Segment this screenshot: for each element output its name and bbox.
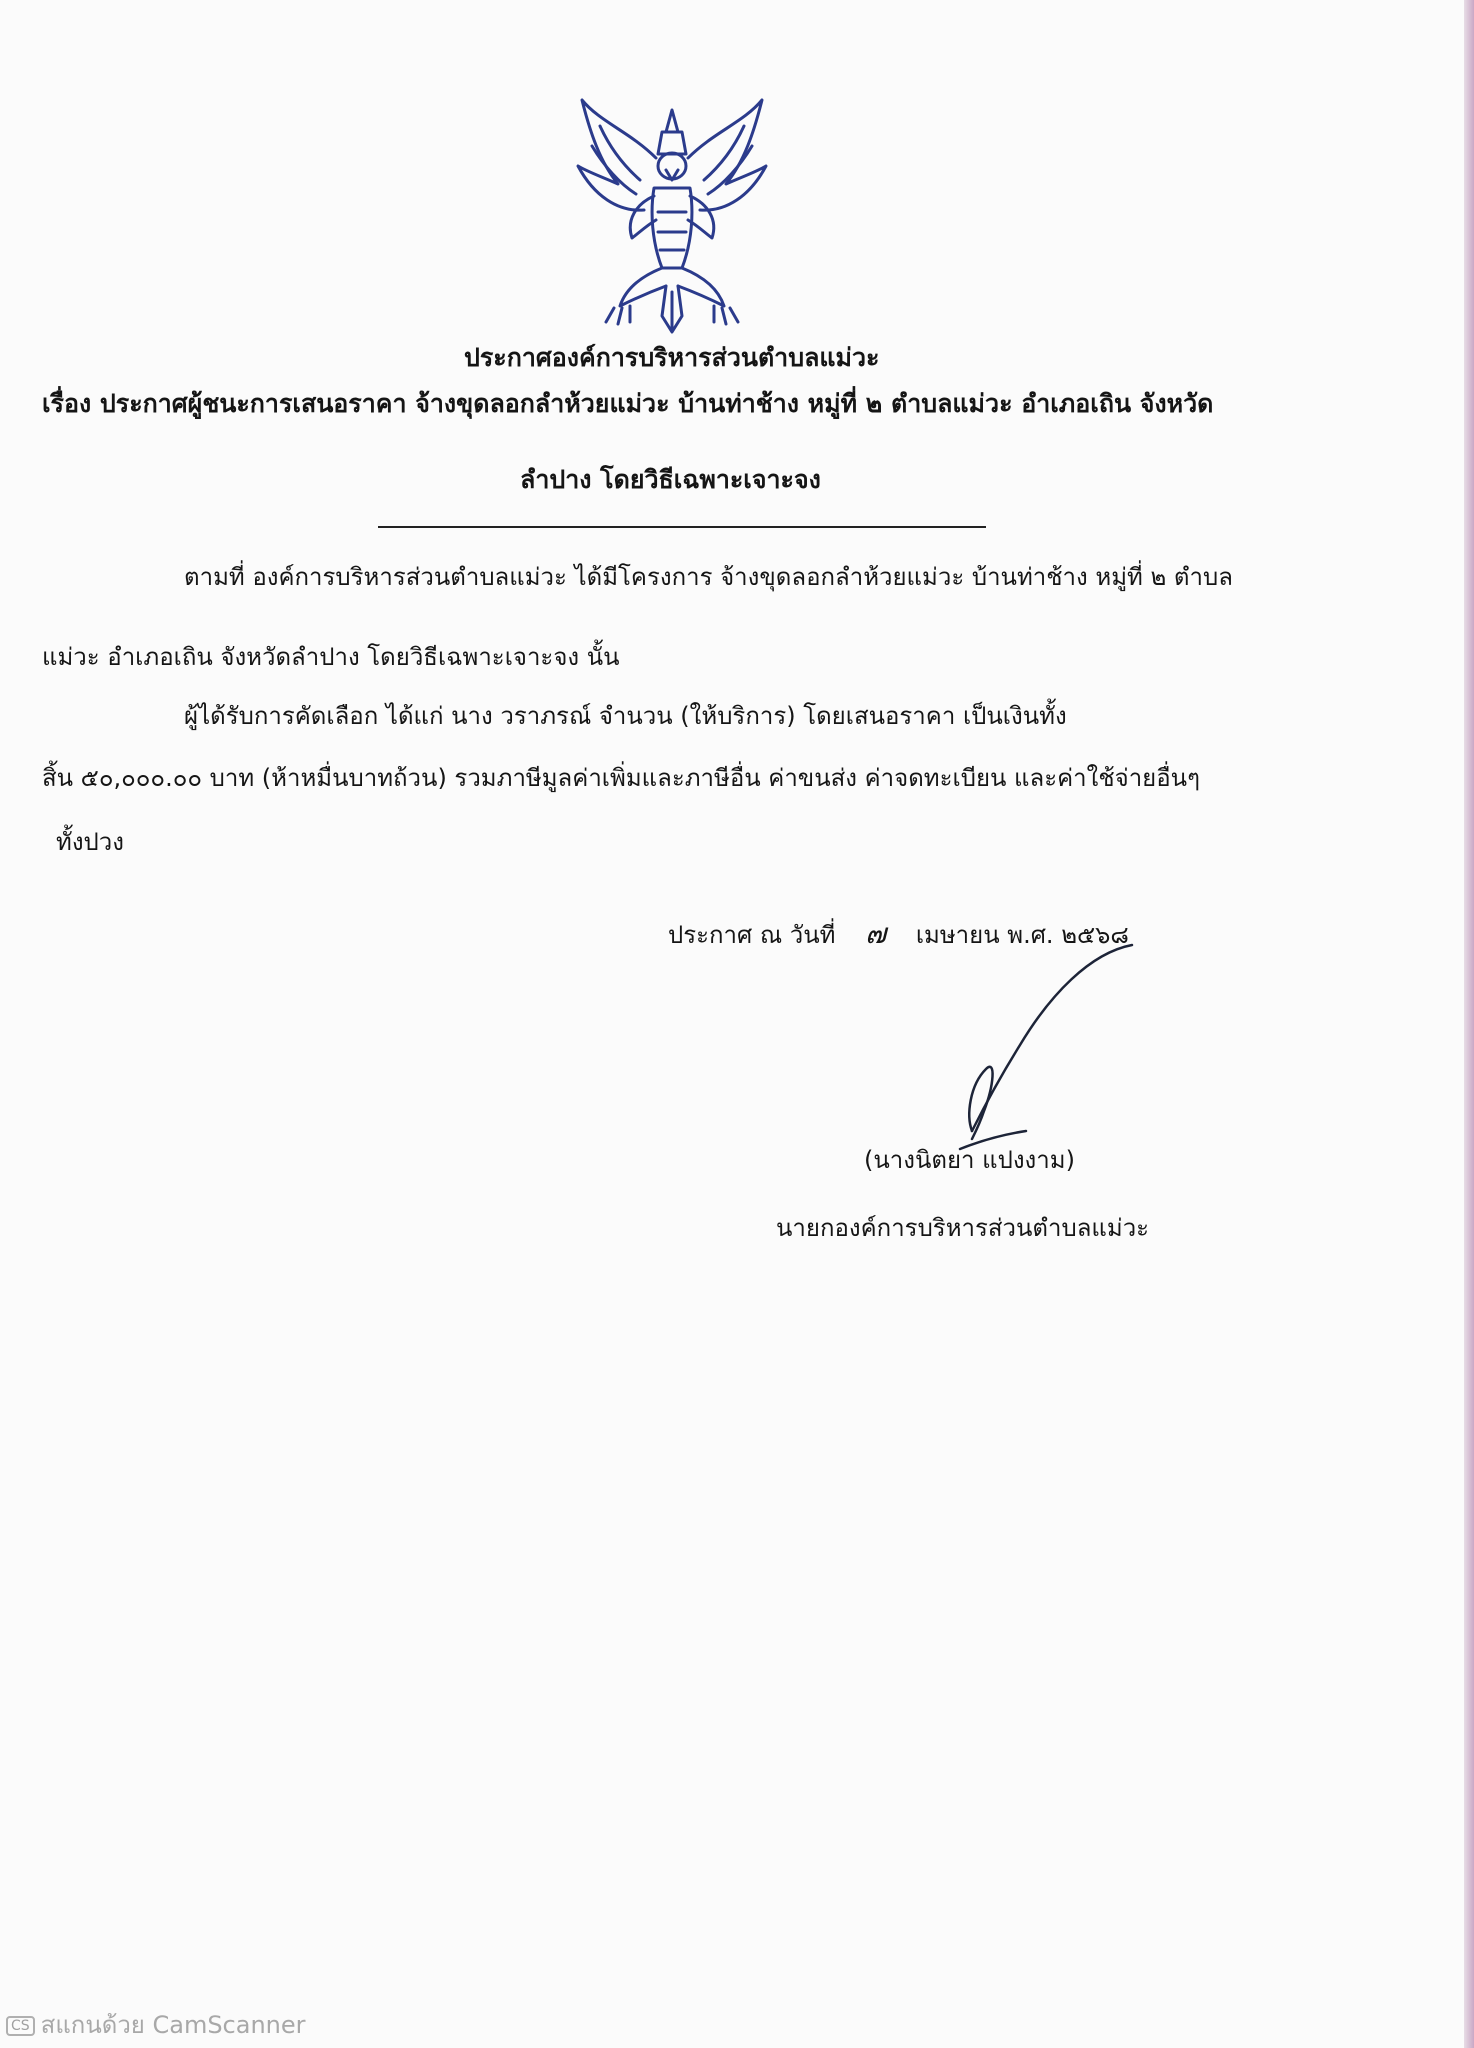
paragraph-2-line-3: ทั้งปวง [56, 828, 124, 856]
paragraph-1-line-1: ตามที่ องค์การบริหารส่วนตำบลแม่วะ ได้มีโครงการ จ้างขุดลอกลำห้วยแม่วะ บ้านท่าช้าง หมู่ที่ ๒ ตำบล [184, 563, 1233, 591]
title-divider [378, 526, 986, 528]
subject-line-1: เรื่อง ประกาศผู้ชนะการเสนอราคา จ้างขุดลอกลำห้วยแม่วะ บ้านท่าช้าง หมู่ที่ ๒ ตำบลแม่วะ อำเภอเถิน จังหวัด [42, 389, 1214, 418]
paragraph-2-line-1: ผู้ได้รับการคัดเลือก ได้แก่ นาง วราภรณ์ จำนวน (ให้บริการ) โดยเสนอราคา เป็นเงินทั้ง [184, 702, 1067, 730]
camscanner-footer [6, 2005, 306, 2044]
signature-icon [900, 935, 1150, 1160]
date-day: ๗ [865, 917, 887, 950]
page-edge [1464, 0, 1474, 2048]
signatory-position: นายกองค์การบริหารส่วนตำบลแม่วะ [776, 1214, 1150, 1242]
announcement-title: ประกาศองค์การบริหารส่วนตำบลแม่วะ [464, 343, 880, 372]
date-month-year: เมษายน พ.ศ. ๒๕๖๘ [915, 921, 1129, 949]
paragraph-2-line-2: สิ้น ๕๐,๐๐๐.๐๐ บาท (ห้าหมื่นบาทถ้วน) รวมภาษีมูลค่าเพิ่มและภาษีอื่น ค่าขนส่ง ค่าจดทะเบียน และค่าใช้จ่ายอื่นๆ [42, 764, 1200, 792]
paragraph-1-line-2: แม่วะ อำเภอเถิน จังหวัดลำปาง โดยวิธีเฉพาะเจาะจง นั้น [42, 643, 620, 671]
garuda-emblem-icon [570, 92, 775, 342]
signatory-name: (นางนิตยา แปงงาม) [864, 1146, 1075, 1174]
camscanner-logo-icon: CS [6, 2016, 35, 2036]
camscanner-text: สแกนด้วย CamScanner [40, 2011, 306, 2039]
subject-line-2: ลำปาง โดยวิธีเฉพาะเจาะจง [520, 465, 821, 494]
date-prefix: ประกาศ ณ วันที่ [668, 921, 836, 949]
